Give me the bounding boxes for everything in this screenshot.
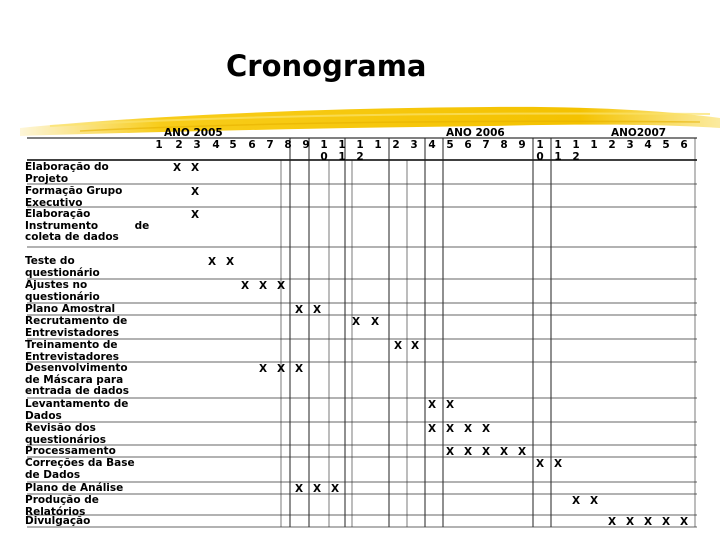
month-number: 1 bbox=[338, 151, 346, 163]
month-number: 8 bbox=[284, 139, 292, 151]
schedule-mark: X bbox=[190, 162, 200, 174]
month-number: 4 bbox=[428, 139, 436, 151]
activity-label: Recrutamento de Entrevistadores bbox=[25, 315, 128, 339]
schedule-mark: X bbox=[643, 516, 653, 528]
month-number: 8 bbox=[500, 139, 508, 151]
schedule-mark: X bbox=[225, 256, 235, 268]
month-number: 5 bbox=[446, 139, 454, 151]
activity-label: Teste do questionário bbox=[25, 255, 100, 279]
activity-label: Revisão dos questionários bbox=[25, 422, 106, 446]
month-number: 1 bbox=[590, 139, 598, 151]
month-number: 1 bbox=[338, 139, 346, 151]
schedule-mark: X bbox=[463, 446, 473, 458]
schedule-mark: X bbox=[445, 399, 455, 411]
activity-label: Treinamento de Entrevistadores bbox=[25, 339, 120, 363]
schedule-mark: X bbox=[276, 363, 286, 375]
schedule-mark: X bbox=[276, 280, 286, 292]
month-number: 4 bbox=[644, 139, 652, 151]
schedule-mark: X bbox=[190, 209, 200, 221]
schedule-mark: X bbox=[427, 399, 437, 411]
month-number: 2 bbox=[572, 151, 580, 163]
activity-label: Plano Amostral bbox=[25, 303, 116, 315]
month-number: 9 bbox=[302, 139, 310, 151]
year-header: ANO 2005 bbox=[164, 127, 223, 139]
month-number: 6 bbox=[680, 139, 688, 151]
month-number: 6 bbox=[248, 139, 256, 151]
schedule-mark: X bbox=[679, 516, 689, 528]
month-number: 0 bbox=[536, 151, 544, 163]
schedule-mark: X bbox=[207, 256, 217, 268]
month-number: 1 bbox=[356, 139, 364, 151]
schedule-mark: X bbox=[370, 316, 380, 328]
month-number: 3 bbox=[410, 139, 418, 151]
year-header: ANO 2006 bbox=[446, 127, 505, 139]
month-number: 1 bbox=[554, 139, 562, 151]
schedule-mark: X bbox=[445, 423, 455, 435]
schedule-mark: X bbox=[294, 363, 304, 375]
month-number: 1 bbox=[572, 139, 580, 151]
month-number: 4 bbox=[212, 139, 220, 151]
schedule-mark: X bbox=[172, 162, 182, 174]
month-number: 5 bbox=[662, 139, 670, 151]
activity-label: Levantamento de Dados bbox=[25, 398, 129, 422]
month-number: 2 bbox=[356, 151, 364, 163]
activity-label: Elaboração Instrumento de coleta de dados bbox=[25, 208, 150, 244]
activity-label: Formação Grupo Executivo bbox=[25, 185, 123, 209]
activity-label: Elaboração do Projeto bbox=[25, 161, 109, 185]
schedule-mark: X bbox=[330, 483, 340, 495]
schedule-mark: X bbox=[589, 495, 599, 507]
schedule-mark: X bbox=[445, 446, 455, 458]
schedule-mark: X bbox=[535, 458, 545, 470]
month-number: 1 bbox=[374, 139, 382, 151]
schedule-mark: X bbox=[410, 340, 420, 352]
month-number: 2 bbox=[392, 139, 400, 151]
activity-label: Desenvolvimento de Máscara para entrada de dados bbox=[25, 362, 130, 398]
schedule-mark: X bbox=[463, 423, 473, 435]
schedule-mark: X bbox=[393, 340, 403, 352]
schedule-mark: X bbox=[351, 316, 361, 328]
schedule-mark: X bbox=[312, 304, 322, 316]
schedule-mark: X bbox=[258, 280, 268, 292]
schedule-mark: X bbox=[607, 516, 617, 528]
schedule-mark: X bbox=[294, 483, 304, 495]
month-number: 1 bbox=[155, 139, 163, 151]
month-number: 1 bbox=[320, 139, 328, 151]
schedule-mark: X bbox=[190, 186, 200, 198]
month-number: 3 bbox=[193, 139, 201, 151]
schedule-mark: X bbox=[294, 304, 304, 316]
schedule-mark: X bbox=[517, 446, 527, 458]
page-title: Cronograma bbox=[226, 49, 427, 83]
month-number: 0 bbox=[320, 151, 328, 163]
month-number: 5 bbox=[229, 139, 237, 151]
month-number: 9 bbox=[518, 139, 526, 151]
month-number: 2 bbox=[608, 139, 616, 151]
schedule-mark: X bbox=[553, 458, 563, 470]
schedule-mark: X bbox=[481, 446, 491, 458]
month-number: 2 bbox=[175, 139, 183, 151]
month-number: 6 bbox=[464, 139, 472, 151]
month-number: 7 bbox=[482, 139, 490, 151]
month-number: 1 bbox=[536, 139, 544, 151]
activity-label: Plano de Análise bbox=[25, 482, 124, 494]
activity-label: Correções da Base de Dados bbox=[25, 457, 135, 481]
schedule-mark: X bbox=[240, 280, 250, 292]
schedule-mark: X bbox=[625, 516, 635, 528]
schedule-mark: X bbox=[258, 363, 268, 375]
activity-label: Ajustes no questionário bbox=[25, 279, 100, 303]
month-number: 3 bbox=[626, 139, 634, 151]
schedule-mark: X bbox=[571, 495, 581, 507]
activity-label: Produção de Relatórios bbox=[25, 494, 99, 518]
schedule-mark: X bbox=[481, 423, 491, 435]
schedule-mark: X bbox=[427, 423, 437, 435]
month-number: 7 bbox=[266, 139, 274, 151]
activity-label: Processamento bbox=[25, 445, 116, 457]
schedule-mark: X bbox=[499, 446, 509, 458]
year-header: ANO2007 bbox=[611, 127, 667, 139]
activity-label: Divulgação bbox=[25, 515, 91, 527]
schedule-mark: X bbox=[661, 516, 671, 528]
schedule-mark: X bbox=[312, 483, 322, 495]
month-number: 1 bbox=[554, 151, 562, 163]
